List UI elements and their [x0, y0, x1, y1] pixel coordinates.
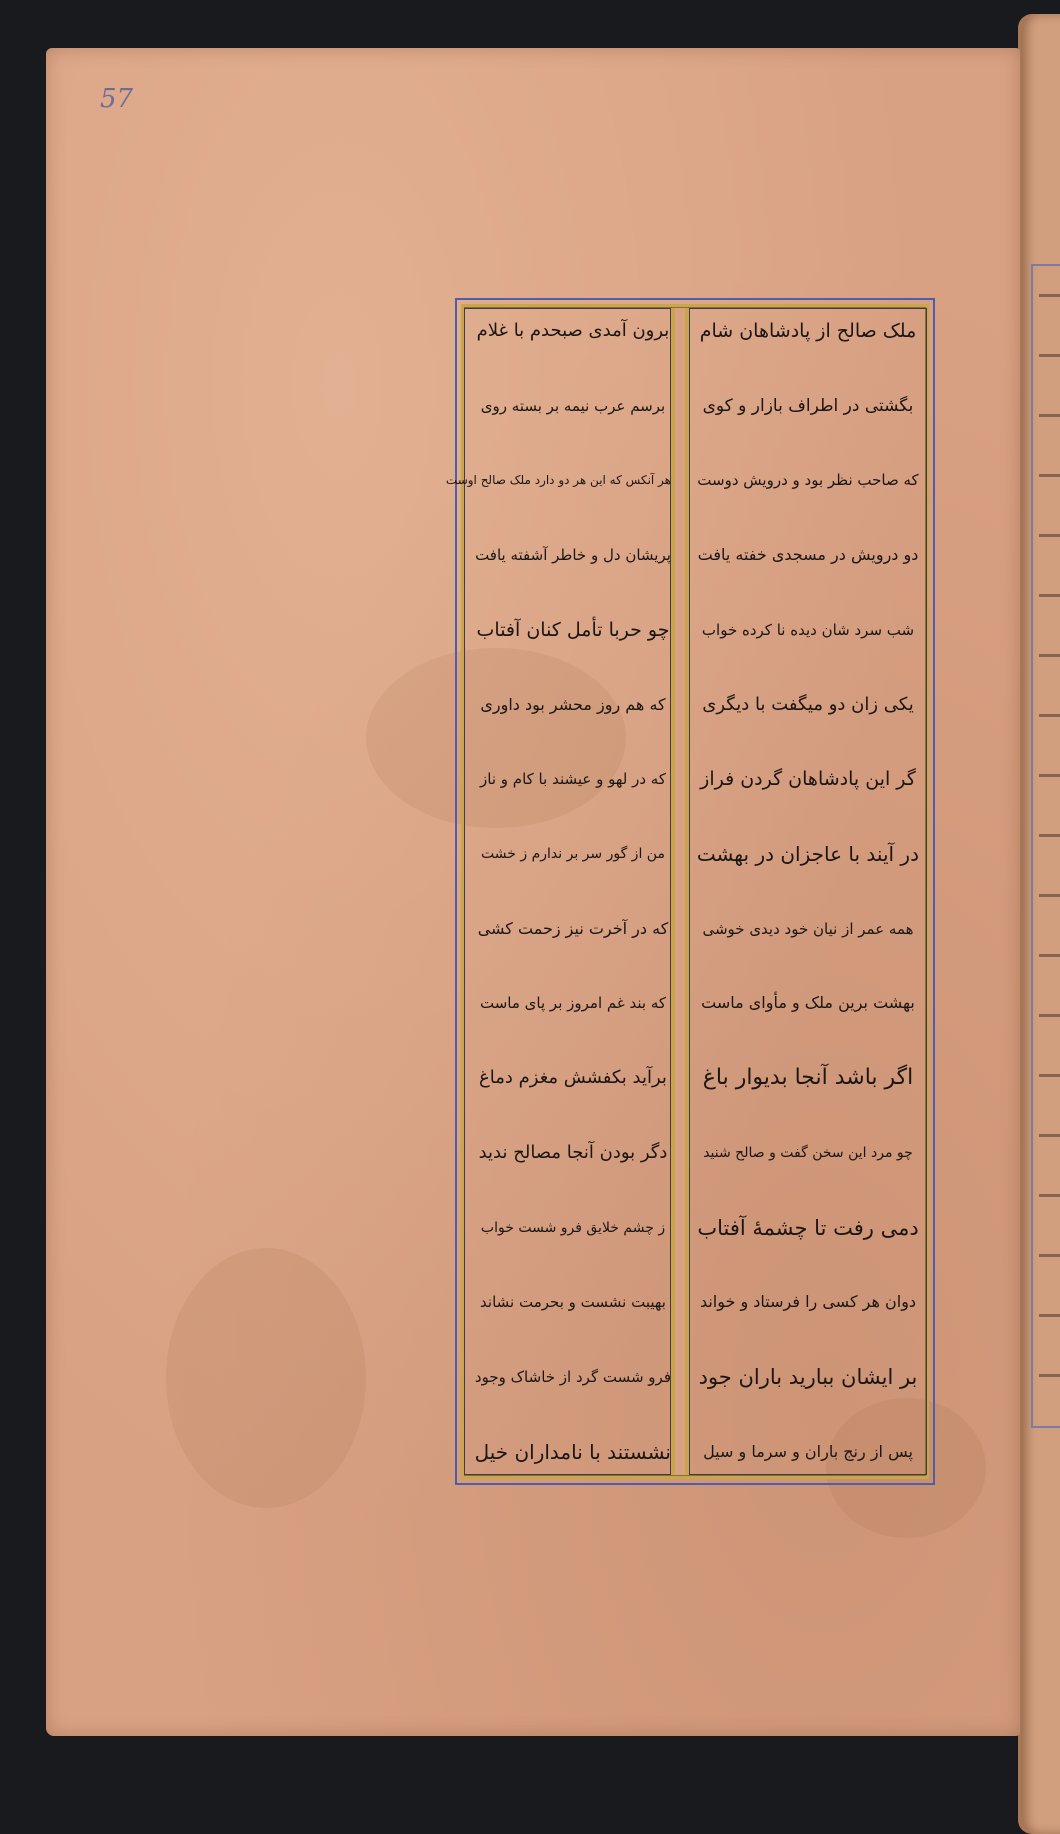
verse-line: که صاحب نظر بود و درویش دوست — [697, 471, 919, 490]
paper-stain — [166, 1248, 366, 1508]
adjacent-page-text-fragment — [1039, 294, 1060, 1394]
verse-line: چو مرد این سخن گفت و صالح شنید — [703, 1144, 913, 1161]
folio-number: 57 — [100, 84, 134, 114]
verse-line: نشستند با نامداران خیل — [474, 1439, 671, 1464]
verse-line: که در آخرت نیز زحمت کشی — [477, 918, 669, 938]
verse-line: ز چشم خلایق فرو شست خواب — [480, 1219, 666, 1236]
verse-line: شب سرد شان دیده نا کرده خواب — [701, 620, 915, 639]
verse-line: بگشتی در اطراف بازار و کوی — [702, 395, 914, 416]
verse-line: من از گور سر بر ندارم ز خشت — [481, 846, 665, 863]
left-column — [445, 314, 671, 1469]
verse-line: بهیبت نشست و بحرمت نشاند — [480, 1293, 666, 1312]
verse-line: اگر باشد آنجا بدیوار باغ — [702, 1065, 914, 1091]
verse-line: برون آمدی صبحدم با غلام — [476, 320, 670, 341]
verse-line: دوان هر کسی را فرستاد و خواند — [699, 1292, 917, 1312]
verse-line: بهشت برین ملک و مأوای ماست — [701, 993, 915, 1013]
verse-line: هر آنکس که این هر دو دارد ملک صالح اوست — [445, 473, 671, 488]
column-divider — [670, 308, 690, 1475]
verse-line: ملک صالح از پادشاهان شام — [699, 320, 917, 342]
verse-line: پریشان دل و خاطر آشفته یافت — [475, 546, 671, 565]
verse-line: چو حربا تأمل کنان آفتاب — [476, 618, 670, 641]
verse-line: بر ایشان ببارید باران جود — [698, 1365, 918, 1390]
text-panel-frame — [445, 298, 935, 1485]
verse-line: برسم عرب نیمه بر بسته روی — [480, 396, 666, 415]
verse-line: گر این پادشاهان گردن فراز — [700, 768, 916, 791]
verse-line: که بند غم امروز بر پای ماست — [480, 994, 666, 1013]
verse-line: دمی رفت تا چشمهٔ آفتاب — [697, 1215, 919, 1240]
verse-line: برآید بکفشش مغزم دماغ — [479, 1067, 667, 1089]
verse-line: دو درویش در مسجدی خفته یافت — [697, 545, 919, 565]
verse-line: دگر بودن آنجا مصالح ندید — [478, 1141, 668, 1163]
verse-line: که در لهو و عیشند با کام و ناز — [480, 770, 666, 789]
verse-line: پس از رنج باران و سرما و سیل — [703, 1441, 913, 1461]
right-column — [697, 314, 919, 1469]
verse-line: یکی زان دو میگفت با دیگری — [702, 693, 914, 715]
verse-line: که هم روز محشر بود داوری — [480, 694, 666, 714]
adjacent-page-edge — [1018, 14, 1060, 1834]
verse-line: همه عمر از نیان خود دیدی خوشی — [702, 919, 914, 938]
verse-line: فرو شست گرد از خاشاک وجود — [474, 1368, 671, 1387]
verse-line: در آیند با عاجزان در بهشت — [696, 842, 919, 867]
